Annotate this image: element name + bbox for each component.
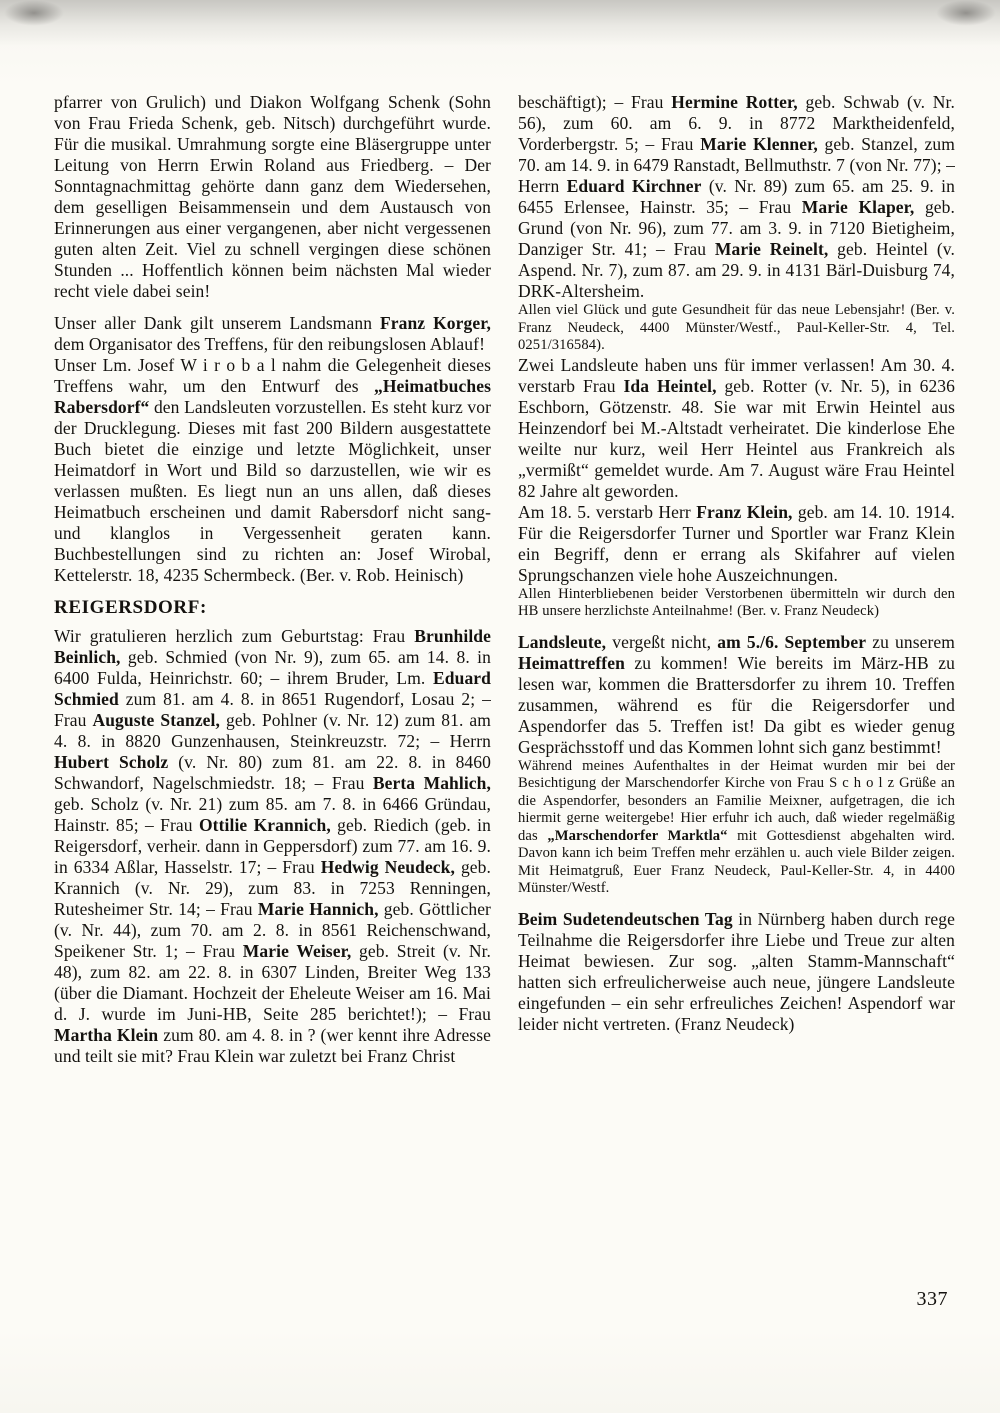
section-heading-reigersdorf: REIGERSDORF:	[54, 597, 207, 618]
paragraph-birthday-list: Wir gratulieren herzlich zum Geburtstag: Frau Brunhilde Beinlich, geb. Schmied (von Nr. 9), zum 65. am 14. 8. in 6400 Fulda, Heinrichstr. 60; – ihrem Bruder, Lm. Eduard Schmied zum 81. am 4. 8. in 8651 Rugendorf, Losau 2; – Frau Auguste Stanzel, geb. Pohlner (v. Nr. 12) zum 81. am 4. 8. in 8820 Gunzenhausen, Steinkreuzstr. 72; – Herrn Hubert Scholz (v. Nr. 80) zum 81. am 22. 8. in 8460 Schwandorf, Nagelschmiedstr. 18; – Frau Berta Mahlich, geb. Scholz (v. Nr. 21) zum 85. am 7. 8. in 6466 Gründau, Hainstr. 85; – Frau Ottilie Krannich, geb. Riedich (geb. in Reigersdorf, verheir. dann in Geppersdorf) zum 77. am 16. 9. in 6334 Aßlar, Hasselstr. 17; – Frau Hedwig Neudeck, geb. Krannich (v. Nr. 29), zum 83. in 7253 Renningen, Rutesheimer Str. 14; – Frau Marie Hannich, geb. Göttlicher (v. Nr. 44), zum 70. am 2. 8. in 8561 Reichenschwand, Speikener Str. 1; – Frau Marie Weiser, geb. Streit (v. Nr. 48), zum 82. am 22. 8. in 6307 Linden, Breiter Weg 133 (über die Diamant. Hochzeit der Eheleute Weiser am 16. Mai d. J. wurde im Juni-HB, Seite 285 berichtet!); – Frau Martha Klein zum 80. am 4. 8. in ? (wer kennt ihre Adresse und teilt sie mit? Frau Klein war zuletzt bei Franz Christ	[54, 626, 492, 1066]
paragraph-obituary-ida-heintel: Zwei Landsleute haben uns für immer verlassen! Am 30. 4. verstarb Frau Ida Heintel, geb. Rotter (v. Nr. 5), in 6236 Eschborn, Götzenstr. 48. Sie war mit Erwin Heintel aus Heinzendorf bei M.-Altstadt verheiratet. Die kinderlose Ehe weilte nur kurz, weil Herr Heintel aus Frankreich als „vermißt“ gemeldet wurde. Am 7. August wäre Frau Heintel 82 Jahre alt geworden.	[518, 354, 956, 501]
paragraph-sudetendeutscher-tag: Beim Sudetendeutschen Tag in Nürnberg haben durch rege Teilnahme die Reigersdorfer ihre Liebe und Treue zur alten Heimat bewiesen. Zur sog. „alten Stamm-Mannschaft“ hatten sich erfreulicherweise auch neue, jüngere Landsleute eingefunden – ein sehr erfreuliches Zeichen! Aspendorf war leider nicht vertreten. (Franz Neudeck)	[518, 908, 956, 1034]
paragraph-treffen-report-continuation: pfarrer von Grulich) und Diakon Wolfgang Schenk (Sohn von Frau Frieda Schenk, geb. Nitsch) durchgeführt wurde. Für die musikal. Umrahmung sorgte eine Bläsergruppe unter Leitung von Herrn Erwin Roland aus Friedberg. – Der Sonntagnachmittag gehörte dann ganz dem Wiedersehen, dem geselligen Beisammensein und dem Austausch von Erinnerungen aus einer vergangenen, aber nicht vergessenen guten alten Zeit. Viel zu schnell vergingen diese schönen Stunden ... Hoffentlich können beim nächsten Mal wieder recht viele dabei sein!	[54, 92, 491, 301]
scan-artifact-corner-left	[4, 0, 64, 26]
paragraph-condolence-note: Allen Hinterbliebenen beider Verstorbenen übermitteln wir durch den HB unsere herzlichste Anteilnahme! (Ber. v. Franz Neudeck)	[518, 585, 955, 619]
page-number: 337	[916, 1288, 948, 1310]
scan-artifact-corner-right	[936, 0, 996, 26]
text-columns	[54, 92, 955, 1067]
scan-artifact-top	[0, 0, 1000, 46]
left-column	[54, 92, 491, 1067]
paragraph-birthday-list-continuation: beschäftigt); – Frau Hermine Rotter, geb. Schwab (v. Nr. 56), zum 60. am 6. 9. in 8772 Marktheidenfeld, Vorderbergstr. 5; – Frau Marie Klenner, geb. Stanzel, zum 70. am 14. 9. in 6479 Ranstadt, Bellmuthstr. 7 (von Nr. 77); – Herrn Eduard Kirchner (v. Nr. 89) zum 65. am 25. 9. in 6455 Erlensee, Hainstr. 35; – Frau Marie Klaper, geb. Grund (von Nr. 96), zum 77. am 3. 9. in 7120 Bietigheim, Danziger Str. 41; – Frau Marie Reinelt, geb. Heintel (v. Aspend. Nr. 7), zum 87. am 29. 9. in 4131 Bärl-Duisburg 74, DRK-Altersheim.	[518, 92, 955, 301]
paragraph-birthday-wishes-note: Allen viel Glück und gute Gesundheit für das neue Lebensjahr! (Ber. v. Franz Neudeck, 4400 Münster/Westf., Paul-Keller-Str. 4, Tel. 0251/316584).	[518, 302, 955, 353]
paragraph-obituary-franz-klein: Am 18. 5. verstarb Herr Franz Klein, geb. am 14. 10. 1914. Für die Reigersdorfer Turner und Sportler war Franz Klein ein Begriff, denn er errang als Skifahrer auf vielen Sprungschanzen viele hohe Auszeichnungen.	[518, 501, 955, 585]
paragraph-thanks-korger: Unser aller Dank gilt unserem Landsmann Franz Korger, dem Organisator des Treffens, für den reibungslosen Ablauf!	[54, 313, 491, 354]
right-column	[518, 92, 955, 1067]
paragraph-heimattreffen-announcement: Landsleute, vergeßt nicht, am 5./6. September zu unserem Heimattreffen zu kommen! Wie bereits im März-HB zu lesen war, kommen die Brattersdorfer zu ihrem 10. Treffen zusammen, während es für die Reigersdorfer und Aspendorfer das 5. Treffen ist! Da gibt es wieder genug Gesprächsstoff und das Kommen lohnt sich ganz bestimmt!	[518, 631, 956, 757]
paragraph-heimatbuch-rabersdorf: Unser Lm. Josef W i r o b a l nahm die Gelegenheit dieses Treffens wahr, um den Entwurf des „Heimatbuches Rabersdorf“ den Landsleuten vorzustellen. Es steht kurz vor der Drucklegung. Dieses mit fast 200 Bildern ausgestattete Buch bietet die einzige und letzte Möglichkeit, unser Heimatdorf in Wort und Bild so darzustellen, wie wir es verlassen mußten. Es liegt nun an uns allen, daß dieses Heimatbuch erscheinen und damit Rabersdorf nicht sang- und klanglos in Vergessenheit geraten kann. Buchbestellungen sind zu richten an: Josef Wirobal, Kettelerstr. 18, 4235 Schermbeck. (Ber. v. Rob. Heinisch)	[54, 355, 491, 585]
paragraph-heimat-report-note: Während meines Aufenthaltes in der Heimat wurden mir bei der Besichtigung der Marschendorfer Kirche von Frau S c h o l z Grüße an die Aspendorfer, besonders an Familie Meixner, aufgetragen, die ich hiermit gerne weitergebe! Hier erfuhr ich auch, daß wieder regelmäßig das „Marschendorfer Marktla“ mit Gottesdienst abgehalten wird. Davon kann ich beim Treffen mehr erzählen u. auch viele Bilder zeigen. Mit Heimatgruß, Euer Franz Neudeck, Paul-Keller-Str. 4, in 4400 Münster/Westf.	[518, 757, 955, 896]
